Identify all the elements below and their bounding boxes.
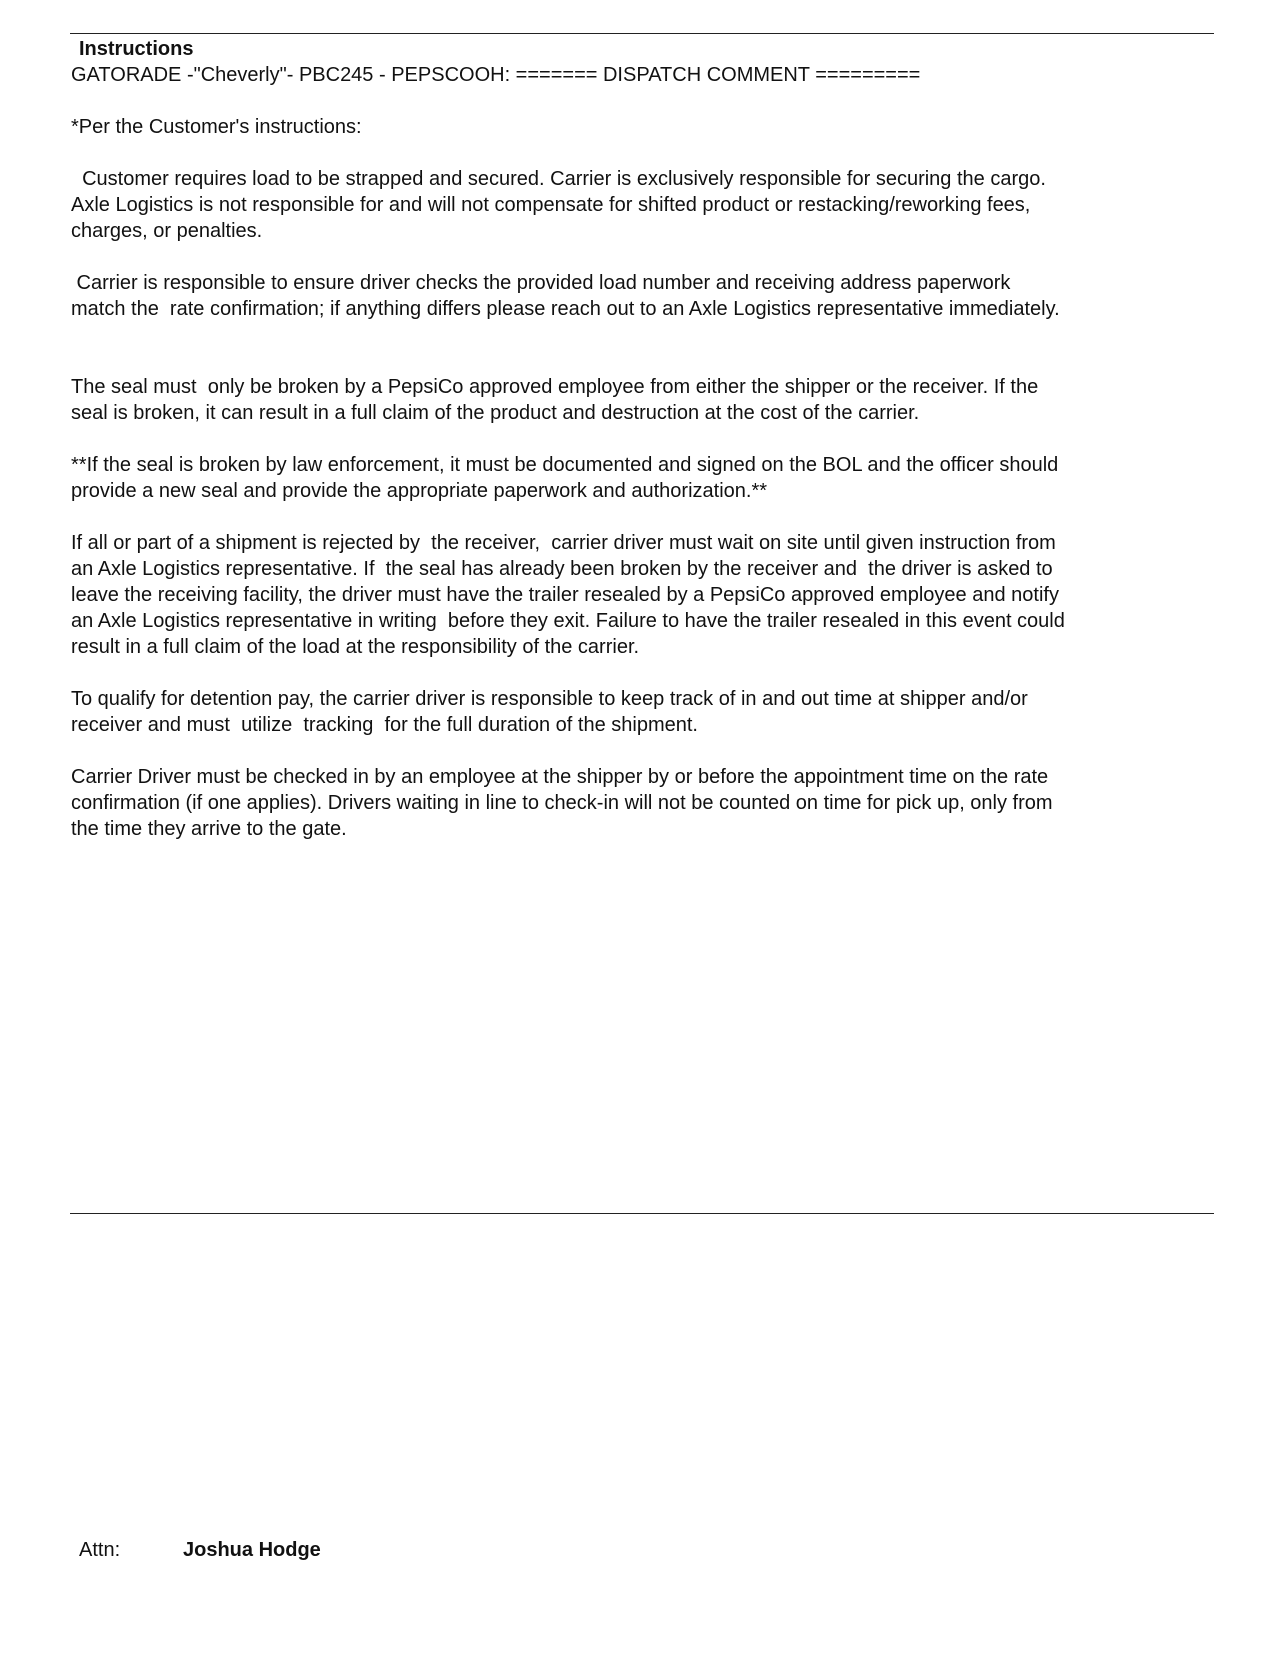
subject-line: GATORADE -"Cheverly"- PBC245 - PEPSCOOH: ======= DISPATCH COMMENT ========= — [71, 64, 921, 86]
spacer — [71, 88, 1191, 114]
paragraph-strapping — [71, 166, 1191, 244]
attn-name: Joshua Hodge — [183, 1539, 321, 1561]
text-line: an Axle Logistics representative. If the seal has already been broken by the receiver and the driver is asked to — [71, 558, 1053, 580]
text-line: the time they arrive to the gate. — [71, 818, 347, 840]
paragraph-rejection — [71, 530, 1191, 660]
top-divider — [70, 33, 1214, 34]
text-line: an Axle Logistics representative in writing before they exit. Failure to have the trailer resealed in this event could — [71, 610, 1065, 632]
text-line: **If the seal is broken by law enforcement, it must be documented and signed on the BOL and the officer should — [71, 454, 1059, 476]
text-line: seal is broken, it can result in a full claim of the product and destruction at the cost of the carrier. — [71, 402, 920, 424]
instructions-body — [71, 62, 1191, 842]
spacer — [71, 738, 1191, 764]
text-line: If all or part of a shipment is rejected by the receiver, carrier driver must wait on site until given instruction from — [71, 532, 1056, 554]
text-line: provide a new seal and provide the appropriate paperwork and authorization.** — [71, 480, 768, 502]
text-line: charges, or penalties. — [71, 220, 263, 242]
paragraph-check-in — [71, 764, 1191, 842]
text-line: *Per the Customer's instructions: — [71, 116, 362, 138]
text-line: confirmation (if one applies). Drivers waiting in line to check-in will not be counted on time for pick up, only from — [71, 792, 1053, 814]
paragraph-seal — [71, 374, 1191, 426]
text-line: match the rate confirmation; if anything differs please reach out to an Axle Logistics representative immediately. — [71, 298, 1060, 320]
paragraph-law-enforcement — [71, 452, 1191, 504]
spacer — [71, 426, 1191, 452]
text-line: Customer requires load to be strapped and secured. Carrier is exclusively responsible for securing the cargo. — [71, 168, 1046, 190]
spacer — [71, 348, 1191, 374]
paragraph-customer-instructions — [71, 114, 1191, 140]
text-line: result in a full claim of the load at the responsibility of the carrier. — [71, 636, 640, 658]
spacer — [71, 244, 1191, 270]
text-line: To qualify for detention pay, the carrier driver is responsible to keep track of in and out time at shipper and/or — [71, 688, 1028, 710]
text-line: receiver and must utilize tracking for the full duration of the shipment. — [71, 714, 698, 736]
text-line: Axle Logistics is not responsible for and will not compensate for shifted product or restacking/reworking fees, — [71, 194, 1031, 216]
attn-label: Attn: — [79, 1539, 121, 1561]
text-line: Carrier Driver must be checked in by an employee at the shipper by or before the appointment time on the rate — [71, 766, 1049, 788]
spacer — [71, 504, 1191, 530]
paragraph-paperwork-check — [71, 270, 1191, 322]
instructions-heading: Instructions — [79, 38, 194, 60]
text-line: leave the receiving facility, the driver must have the trailer resealed by a PepsiCo approved employee and notify — [71, 584, 1059, 606]
text-line: The seal must only be broken by a PepsiCo approved employee from either the shipper or the receiver. If the — [71, 376, 1039, 398]
text-line: Carrier is responsible to ensure driver checks the provided load number and receiving address paperwork — [71, 272, 1011, 294]
spacer — [71, 140, 1191, 166]
paragraph-detention — [71, 686, 1191, 738]
bottom-divider — [70, 1213, 1214, 1214]
spacer — [71, 322, 1191, 348]
spacer — [71, 660, 1191, 686]
